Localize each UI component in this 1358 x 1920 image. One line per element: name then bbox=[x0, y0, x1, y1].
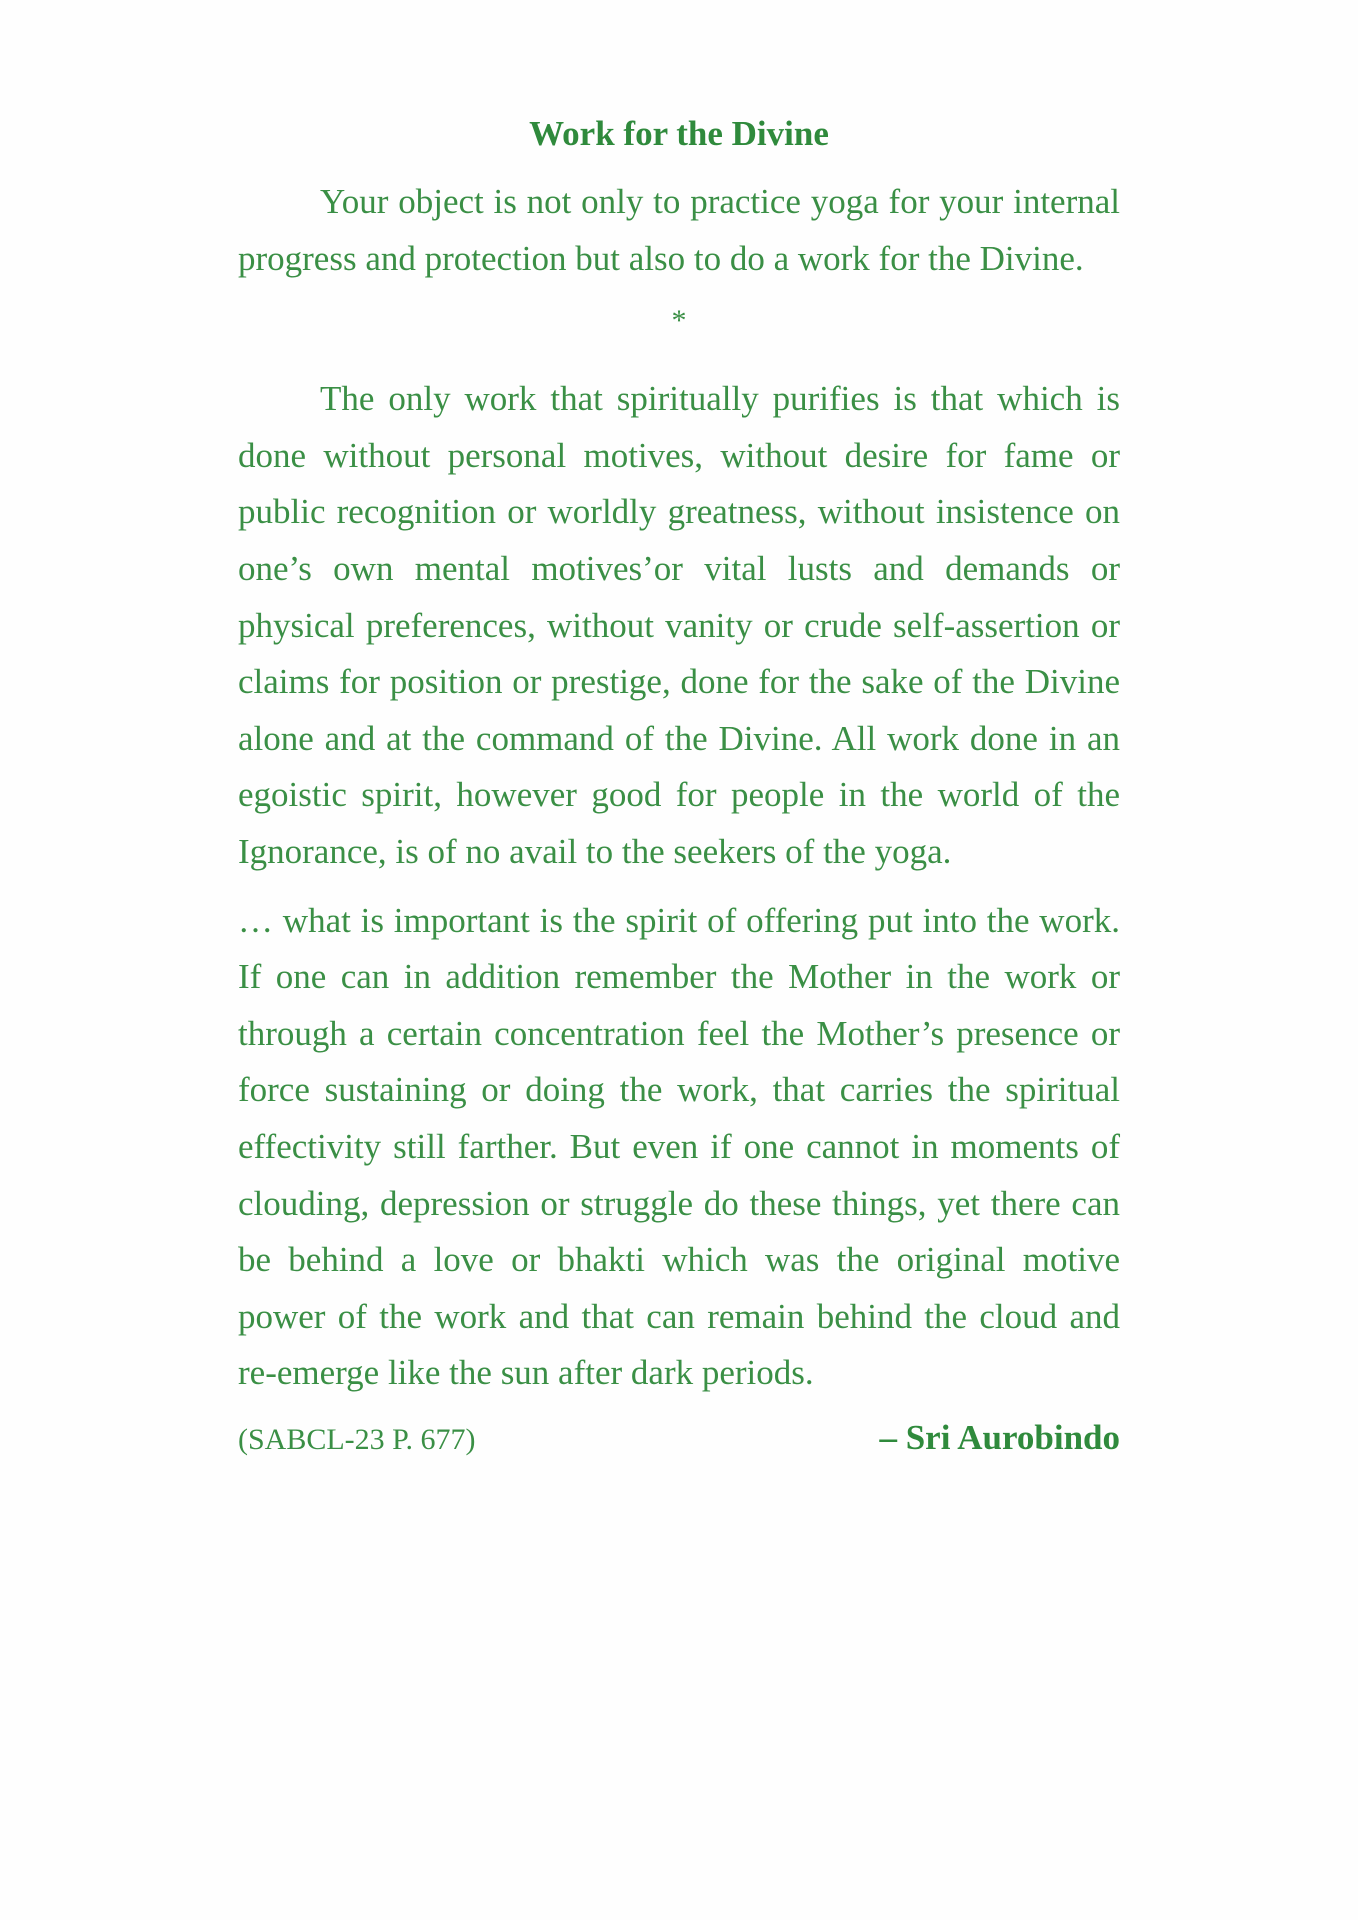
section-separator: * bbox=[671, 304, 687, 338]
source-reference: (SABCL-23 P. 677) bbox=[238, 1422, 476, 1456]
citation-row bbox=[238, 1416, 1120, 1462]
page-title: Work for the Divine bbox=[529, 114, 829, 153]
paragraph-purifying-work: The only work that spiritually purifies is that which is done without personal motives, without desire for fame or public recognition or worldly greatness, without insistence on one’s own mental motives’or vital lusts and demands or physical preferences, without vanity or crude self-assertion or claims for position or prestige, done for the sake of the Divine alone and at the command of the Divine. All work done in an egoistic spirit, however good for people in the world of the Ignorance, is of no avail to the seekers of the yoga. bbox=[238, 379, 1120, 871]
paragraph-intro: Your object is not only to practice yoga for your internal progress and protection but also to do a work for the Divine. bbox=[238, 182, 1120, 278]
author-attribution: – Sri Aurobindo bbox=[879, 1417, 1120, 1457]
page bbox=[238, 110, 1120, 1462]
paragraph-spirit-of-offering: … what is important is the spirit of offering put into the work. If one can in addition remember the Mother in the work or through a certain concentration feel the Mother’s presence or force sustaining or doing the work, that carries the spiritual effectivity still farther. But even if one cannot in moments of clouding, depression or struggle do these things, yet there can be behind a love or bhakti which was the original motive power of the work and that can remain behind the cloud and re-emerge like the sun after dark periods. bbox=[238, 900, 1120, 1393]
